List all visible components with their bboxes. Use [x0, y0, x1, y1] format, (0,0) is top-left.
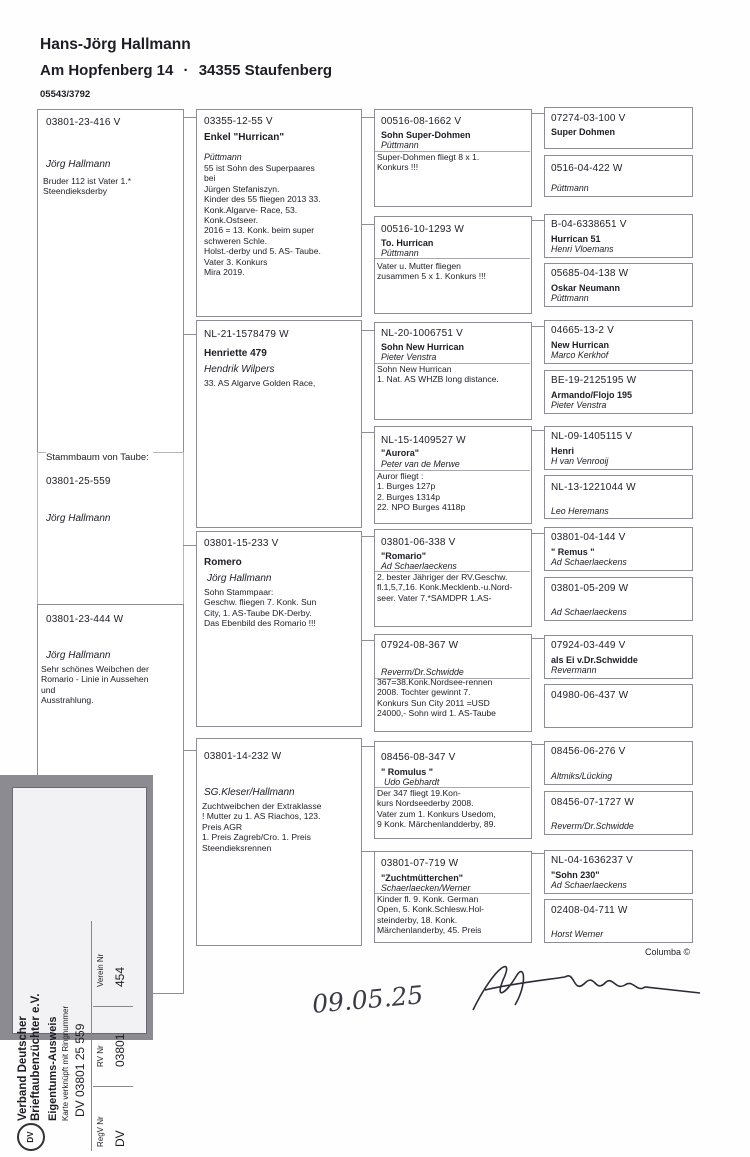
connector — [361, 432, 374, 433]
card-title: Eigentums-Ausweis — [47, 1016, 59, 1121]
g2-breeder: Hendrik Wilpers — [204, 364, 275, 375]
g4-ring: NL-13-1221044 W — [551, 482, 636, 493]
g2-notes: 55 ist Sohn des Superpaares bei Jürgen Stefaniszyn. Kinder des 55 fliegen 2013 33. Konk.Algarve- Race, 53. Konk.Ostseer. 2016 = 13. Konk. beim super schweren Schle. Holst.-derby und 5. AS- Taube. Vater 3. Konkurs Mira 2019. — [204, 163, 321, 278]
dv-logo-icon: DV — [17, 1123, 45, 1151]
g3-notes: 2. bester Jähriger der RV.Geschw. fl.1,5,7,16. Konk.Mecklenb.-u.Nord- seer. Vater 7.*SAMDPR 1.AS- — [377, 572, 513, 603]
g4-breeder: Horst Werner — [551, 929, 604, 939]
g4-box — [544, 791, 693, 835]
g3-ring: 03801-07-719 W — [381, 858, 459, 869]
g3-ring: 03801-06-338 V — [381, 537, 456, 548]
g2-name: Romero — [204, 557, 242, 568]
g4-ring: 07274-03-100 V — [551, 113, 626, 124]
g4-ring: B-04-6338651 V — [551, 219, 627, 230]
g4-ring: 08456-07-1727 W — [551, 797, 635, 808]
g4-breeder: Ad Schaerlaeckens — [551, 880, 627, 890]
subject-box — [37, 452, 184, 607]
card-label-verein: Verein Nr — [96, 953, 105, 987]
sire-box — [37, 109, 184, 455]
g3-box-3 — [374, 322, 532, 420]
connector — [531, 220, 544, 221]
g2-notes: Sohn Stammpaar: Geschw. fliegen 7. Konk. Sun City, 1. AS-Taube DK-Derby. Das Ebenbild des Romario !!! — [204, 587, 317, 629]
connector — [183, 750, 196, 751]
g4-ring: NL-04-1636237 V — [551, 855, 633, 866]
g3-ring: NL-15-1409527 W — [381, 435, 466, 446]
g3-name: "Romario" — [381, 551, 427, 561]
g3-notes: Auror fliegt : 1. Burges 127p 2. Burges 1314p 22. NPO Burges 4118p — [377, 471, 466, 513]
card-ring: DV 03801 25 559 — [73, 1023, 87, 1117]
card-label-regv: RegV Nr — [96, 1116, 105, 1147]
g3-breeder: Ad Schaerlaeckens — [381, 561, 457, 571]
g4-box — [544, 475, 693, 519]
g2-box-4 — [196, 738, 362, 946]
g2-name: Henriette 479 — [204, 348, 267, 359]
g3-ring: 00516-10-1293 W — [381, 224, 465, 235]
g4-breeder: Reverm/Dr.Schwidde — [551, 821, 634, 831]
g4-box — [544, 635, 693, 679]
connector — [531, 744, 544, 745]
g4-ring: 04665-13-2 V — [551, 325, 615, 336]
divider — [93, 1086, 133, 1087]
card-association2: Brieftaubenzüchter e.V. — [30, 993, 42, 1121]
g3-breeder: Pieter Venstra — [381, 352, 437, 362]
g3-notes: Kinder fl. 9. Konk. German Open, 5. Konk.Schlesw.Hol- steinderby, 18. Konk. Märchenlanderby, 45. Preis — [377, 894, 484, 936]
signature — [455, 955, 705, 1015]
card-value-verein: 454 — [113, 966, 127, 987]
g2-box-1 — [196, 109, 362, 317]
g3-notes: Sohn New Hurrican 1. Nat. AS WHZB long distance. — [377, 364, 499, 385]
g3-ring: 00516-08-1662 V — [381, 116, 462, 127]
g2-breeder: Jörg Hallmann — [207, 573, 272, 584]
g4-ring: BE-19-2125195 W — [551, 375, 637, 386]
ownership-card — [12, 787, 147, 1147]
g4-box — [544, 426, 693, 470]
g4-name: Super Dohmen — [551, 127, 616, 137]
card-value-regv: DV — [113, 1130, 127, 1147]
g4-breeder: Altmiks/Lücking — [551, 771, 613, 781]
g4-box — [544, 684, 693, 728]
g4-ring: 04980-06-437 W — [551, 690, 629, 701]
connector — [361, 536, 374, 537]
g4-ring: 0516-04-422 W — [551, 163, 623, 174]
g3-breeder: Püttmann — [381, 248, 419, 258]
connector — [531, 430, 544, 431]
g3-ring: NL-20-1006751 V — [381, 328, 463, 339]
g4-breeder: Ad Schaerlaeckens — [551, 557, 627, 567]
dam-notes: Sehr schönes Weibchen der Romario - Linie in Aussehen und Ausstrahlung. — [41, 664, 149, 706]
divider — [93, 1006, 133, 1007]
g3-notes: 367=38.Konk.Nordsee-rennen 2008. Tochter gewinnt 7. Konkurs Sun City 2011 =USD 24000,- Sohn wird 1. AS-Taube — [377, 677, 496, 719]
sire-breeder: Jörg Hallmann — [46, 159, 111, 170]
g2-ring: 03801-15-233 V — [204, 538, 279, 549]
connector — [183, 545, 196, 546]
g4-breeder: Leo Heremans — [551, 506, 609, 516]
g4-ring: NL-09-1405115 V — [551, 431, 633, 442]
handwritten-date: 09.05.25 — [310, 980, 425, 1019]
g4-box — [544, 214, 693, 258]
g4-ring: 08456-06-276 V — [551, 746, 626, 757]
g4-name: " Remus " — [551, 547, 595, 557]
g4-breeder: Revermann — [551, 665, 597, 675]
g3-name: Sohn Super-Dohmen — [381, 130, 471, 140]
connector — [531, 533, 544, 534]
card-subtitle: Karte verknüpft mit Ringnummer — [61, 1005, 70, 1121]
g3-notes: Super-Dohmen fliegt 8 x 1. Konkurs !!! — [377, 152, 480, 173]
g4-ring: 07924-03-449 V — [551, 640, 626, 651]
copyright: Columba © — [645, 947, 691, 957]
connector — [361, 330, 374, 331]
owner-phone: 05543/3792 — [40, 89, 91, 100]
g3-box-6 — [374, 634, 532, 732]
g4-box — [544, 577, 693, 621]
g4-breeder: Pieter Venstra — [551, 400, 607, 410]
pedigree-label: Stammbaum von Taube: — [46, 452, 153, 463]
dam-ring: 03801-23-444 W — [46, 614, 124, 625]
g2-ring: 03355-12-55 V — [204, 116, 273, 127]
address-separator: · — [183, 62, 189, 79]
g4-box — [544, 370, 693, 414]
g3-box-1 — [374, 109, 532, 207]
g3-ring: 08456-08-347 V — [381, 752, 456, 763]
g4-box — [544, 850, 693, 894]
g3-name: To. Hurrican — [381, 238, 434, 248]
g4-breeder: Marco Kerkhof — [551, 350, 609, 360]
connector — [531, 326, 544, 327]
g3-breeder: Peter van de Merwe — [381, 459, 460, 469]
owner-street: Am Hopfenberg 14 — [40, 62, 174, 79]
sire-ring: 03801-23-416 V — [46, 117, 121, 128]
connector — [361, 746, 374, 747]
g3-name: " Romulus " — [381, 767, 434, 777]
g3-box-2 — [374, 216, 532, 314]
dam-breeder: Jörg Hallmann — [46, 650, 111, 661]
g4-breeder: Ad Schaerlaeckens — [551, 607, 627, 617]
divider — [91, 921, 92, 1151]
connector — [361, 224, 374, 225]
divider — [375, 258, 530, 259]
g2-breeder: Püttmann — [204, 152, 242, 162]
g2-ring: 03801-14-232 W — [204, 751, 282, 762]
g4-ring: 02408-04-711 W — [551, 905, 628, 916]
g3-breeder: Schaerlaecken/Werner — [381, 883, 471, 893]
connector — [183, 334, 196, 335]
subject-breeder: Jörg Hallmann — [46, 513, 111, 524]
g4-name: Armando/Flojo 195 — [551, 390, 633, 400]
g4-name: Hurrican 51 — [551, 234, 601, 244]
connector — [361, 117, 374, 118]
g4-name: als Ei v.Dr.Schwidde — [551, 655, 638, 665]
g4-ring: 05685-04-138 W — [551, 268, 629, 279]
card-content — [13, 912, 146, 1157]
connector — [183, 117, 196, 118]
g3-box-4 — [374, 426, 532, 524]
subject-ring: 03801-25-559 — [46, 476, 111, 487]
g2-box-3 — [196, 531, 362, 727]
g3-breeder: Püttmann — [381, 140, 419, 150]
g4-ring: 03801-04-144 V — [551, 532, 626, 543]
g4-name: Henri — [551, 446, 575, 456]
ownership-card-frame — [0, 775, 153, 1147]
g2-name: Enkel "Hurrican" — [204, 132, 285, 143]
g3-ring: 07924-08-367 W — [381, 640, 459, 651]
owner-name: Hans-Jörg Hallmann — [40, 36, 191, 53]
g4-ring: 03801-05-209 W — [551, 583, 629, 594]
g4-box — [544, 107, 693, 149]
g4-name: New Hurrican — [551, 340, 610, 350]
connector — [361, 851, 374, 852]
card-label-rv: RV Nr — [96, 1045, 105, 1067]
card-association: Verband Deutscher — [17, 1016, 29, 1121]
g4-name: Oskar Neumann — [551, 283, 621, 293]
g2-ring: NL-21-1578479 W — [204, 329, 289, 340]
sire-notes: Bruder 112 ist Vater 1.* Steendieksderby — [43, 176, 132, 197]
g4-breeder: Henri Vloemans — [551, 244, 614, 254]
g3-breeder: Reverm/Dr.Schwidde — [381, 667, 464, 677]
g3-box-5 — [374, 529, 532, 627]
g3-name: Sohn New Hurrican — [381, 342, 465, 352]
g3-notes: Der 347 fliegt 19.Kon- kurs Nordseederby 2008. Vater zum 1. Konkurs Usedom, 9 Konk. Märchenlandderby, 89. — [377, 788, 496, 830]
g4-box — [544, 155, 693, 197]
connector — [361, 640, 374, 641]
g2-box-2 — [196, 320, 362, 528]
g4-box — [544, 741, 693, 785]
g2-notes: Zuchtweibchen der Extraklasse ! Mutter zu 1. AS Riachos, 123. Preis AGR 1. Preis Zagreb/Cro. 1. Preis Steendieksrennen — [202, 801, 322, 853]
g4-breeder: H van Venrooij — [551, 456, 609, 466]
connector — [531, 638, 544, 639]
g2-breeder: SG.Kleser/Hallmann — [204, 787, 295, 798]
g3-box-8 — [374, 851, 532, 943]
g2-notes: 33. AS Algarve Golden Race, — [204, 378, 316, 388]
connector — [531, 113, 544, 114]
owner-address — [40, 62, 332, 79]
g4-box — [544, 320, 693, 364]
g3-box-7 — [374, 741, 532, 839]
g3-notes: Vater u. Mutter fliegen zusammen 5 x 1. Konkurs !!! — [377, 261, 486, 282]
g3-name: "Zuchtmütterchen" — [381, 873, 464, 883]
g3-breeder: Udo Gebhardt — [384, 777, 440, 787]
owner-city: 34355 Staufenberg — [198, 62, 333, 79]
connector — [531, 853, 544, 854]
g4-name: "Sohn 230" — [551, 870, 600, 880]
g3-name: "Aurora" — [381, 448, 420, 458]
g4-box — [544, 899, 693, 943]
g4-breeder: Püttmann — [551, 293, 589, 303]
card-value-rv: 03801 — [113, 1033, 127, 1067]
g4-box — [544, 263, 693, 307]
g4-box — [544, 527, 693, 571]
g4-breeder: Püttmann — [551, 183, 589, 193]
